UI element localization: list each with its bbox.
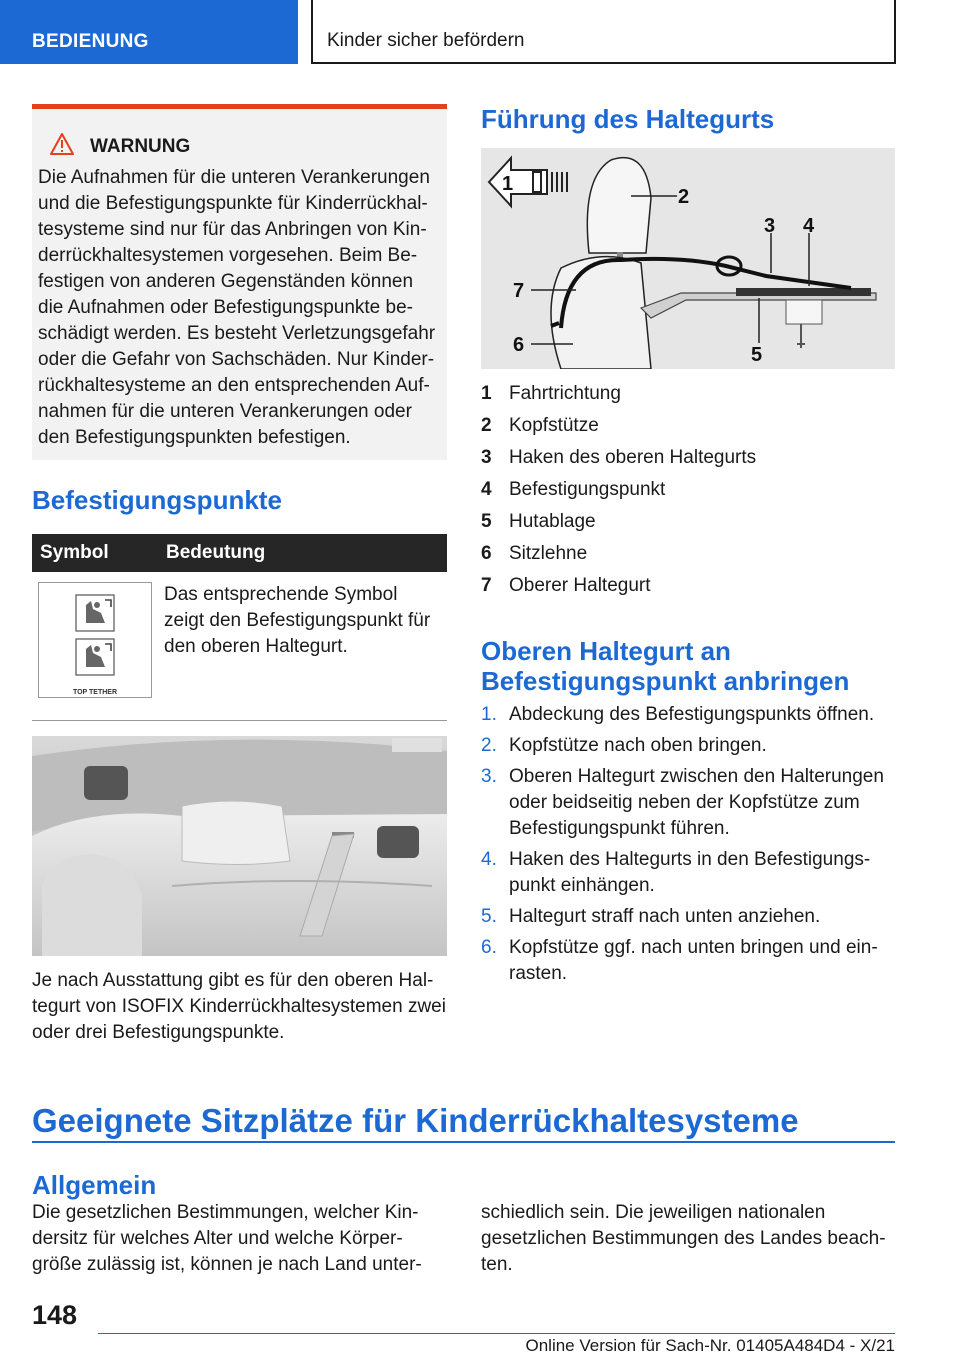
diagram-label-4: 4 — [803, 215, 815, 237]
legend-text: Fahrtrichtung — [509, 383, 621, 404]
warning-line: und die Befestigungspunkte für Kinderrückhal‐ — [38, 193, 428, 214]
warning-title: WARNUNG — [90, 136, 191, 157]
legend-number: 7 — [481, 575, 492, 596]
page-number: 148 — [32, 1300, 78, 1330]
caption-line: oder drei Befestigungspunkte. — [32, 1022, 285, 1043]
meaning-line: Das entsprechende Symbol — [164, 584, 398, 605]
diagram-label-1: 1 — [502, 173, 514, 195]
chapter-title: Kinder sicher befördern — [311, 0, 896, 64]
diagram-label-3: 3 — [764, 215, 776, 237]
warning-line: derrückhaltesystemen vorgesehen. Beim Be‐ — [38, 245, 418, 266]
meaning-cell — [158, 572, 447, 720]
diagram-label-7: 7 — [513, 280, 525, 302]
step-number: 2. — [481, 735, 497, 756]
meaning-line: zeigt den Befestigungspunkt für — [164, 610, 431, 631]
step-line: Oberen Haltegurt zwischen den Halterungen — [509, 766, 884, 787]
heading-sitzplaetze: Geeignete Sitzplätze für Kinderrückhaltesysteme — [32, 1102, 799, 1139]
heading-rule — [32, 1141, 895, 1143]
heading-line: Befestigungspunkt anbringen — [481, 666, 850, 696]
heading-befestigungspunkte: Befestigungspunkte — [32, 485, 282, 515]
body-line: gesetzlichen Bestimmungen des Landes beach‐ — [481, 1228, 886, 1249]
rear-shelf-photo — [32, 736, 447, 956]
online-version-text: Online Version für Sach-Nr. 01405A484D4 - X/21 — [525, 1336, 895, 1355]
list-item — [481, 935, 895, 987]
caption-line: tegurt von ISOFIX Kinderrückhaltesystemen zwei — [32, 996, 446, 1017]
warning-icon — [50, 133, 74, 155]
allgemein-col1 — [32, 1200, 452, 1278]
legend-number: 3 — [481, 447, 492, 468]
photo-caption — [32, 968, 452, 1046]
warning-box — [32, 104, 447, 460]
warning-line: die Aufnahmen oder Befestigungspunkte be‐ — [38, 297, 413, 318]
body-line: größe zulässig ist, können je nach Land unter‐ — [32, 1254, 422, 1275]
step-number: 3. — [481, 766, 497, 787]
warning-line: tesysteme sind nur für das Anbringen von Kin‐ — [38, 219, 427, 240]
legend-text: Befestigungspunkt — [509, 479, 666, 500]
list-item — [481, 733, 895, 759]
top-tether-symbol — [38, 582, 152, 698]
symbol-cell — [32, 572, 158, 720]
warning-line: schädigt werden. Es besteht Verletzungsgefahr — [38, 323, 436, 344]
legend-text: Oberer Haltegurt — [509, 575, 651, 596]
list-item — [481, 764, 895, 842]
legend-text: Hutablage — [509, 511, 596, 532]
list-item — [481, 847, 895, 899]
step-line: Kopfstütze ggf. nach unten bringen und ein‐ — [509, 937, 878, 958]
step-number: 6. — [481, 937, 497, 958]
heading-fuehrung: Führung des Haltegurts — [481, 104, 775, 134]
legend-number: 4 — [481, 479, 492, 500]
step-number: 5. — [481, 906, 497, 927]
table-row — [32, 572, 447, 720]
step-line: oder beidseitig neben der Kopfstütze zum — [509, 792, 860, 813]
step-line: Befestigungspunkt führen. — [509, 818, 730, 839]
legend-number: 6 — [481, 543, 492, 564]
list-item — [481, 904, 895, 930]
warning-line: den Befestigungspunkten befestigen. — [38, 427, 351, 448]
legend-text: Kopfstütze — [509, 415, 599, 436]
heading-line: Oberen Haltegurt an — [481, 636, 731, 666]
warning-heading — [50, 133, 190, 158]
legend-number: 2 — [481, 415, 492, 436]
step-number: 4. — [481, 849, 497, 870]
legend-item — [481, 442, 895, 474]
body-line: ten. — [481, 1254, 513, 1275]
body-line: schiedlich sein. Die jeweiligen nationalen — [481, 1202, 826, 1223]
heading-anbringen — [481, 636, 849, 696]
legend-item — [481, 410, 895, 442]
body-line: dersitz für welches Alter und welche Körper‐ — [32, 1228, 403, 1249]
section-tab: BEDIENUNG — [0, 0, 298, 64]
steps-list — [481, 702, 895, 992]
step-line: Abdeckung des Befestigungspunkts öffnen. — [509, 704, 875, 725]
warning-line: rückhaltesysteme an den entsprechenden Auf‐ — [38, 375, 430, 396]
legend-text: Haken des oberen Haltegurts — [509, 447, 757, 468]
allgemein-col2 — [481, 1200, 895, 1278]
step-line: Kopfstütze nach oben bringen. — [509, 735, 767, 756]
legend-item — [481, 570, 895, 602]
meaning-line: den oberen Haltegurt. — [164, 636, 348, 657]
legend-item — [481, 378, 895, 410]
warning-text — [38, 165, 442, 451]
legend-text: Sitzlehne — [509, 543, 588, 564]
diagram-label-6: 6 — [513, 334, 525, 356]
warning-line: festigen von anderen Gegenständen können — [38, 271, 414, 292]
diagram-legend — [481, 378, 895, 602]
step-line: Haltegurt straff nach unten anziehen. — [509, 906, 821, 927]
body-line: Die gesetzlichen Bestimmungen, welcher Kin‐ — [32, 1202, 419, 1223]
legend-item — [481, 506, 895, 538]
legend-number: 5 — [481, 511, 492, 532]
caption-line: Je nach Ausstattung gibt es für den oberen Hal‐ — [32, 970, 434, 991]
warning-line: oder die Gefahr von Sachschäden. Nur Kinder‐ — [38, 349, 435, 370]
table-header-symbol: Symbol — [32, 534, 158, 572]
step-line: Haken des Haltegurts in den Befestigungs‐ — [509, 849, 871, 870]
list-item — [481, 702, 895, 728]
legend-item — [481, 474, 895, 506]
legend-number: 1 — [481, 383, 492, 404]
symbol-table — [32, 534, 447, 721]
top-tether-label: TOP TETHER — [72, 689, 118, 696]
step-line: rasten. — [509, 963, 568, 984]
diagram-label-5: 5 — [751, 344, 763, 366]
diagram-label-2: 2 — [678, 186, 690, 208]
warning-line: nahmen für die unteren Verankerungen oder — [38, 401, 412, 422]
legend-item — [481, 538, 895, 570]
tether-routing-diagram — [481, 148, 895, 369]
subheading-allgemein: Allgemein — [32, 1170, 157, 1200]
warning-line: Die Aufnahmen für die unteren Verankerungen — [38, 167, 430, 188]
table-header-meaning: Bedeutung — [158, 534, 447, 572]
step-line: punkt einhängen. — [509, 875, 655, 896]
footer-rule — [98, 1333, 895, 1334]
step-number: 1. — [481, 704, 497, 725]
